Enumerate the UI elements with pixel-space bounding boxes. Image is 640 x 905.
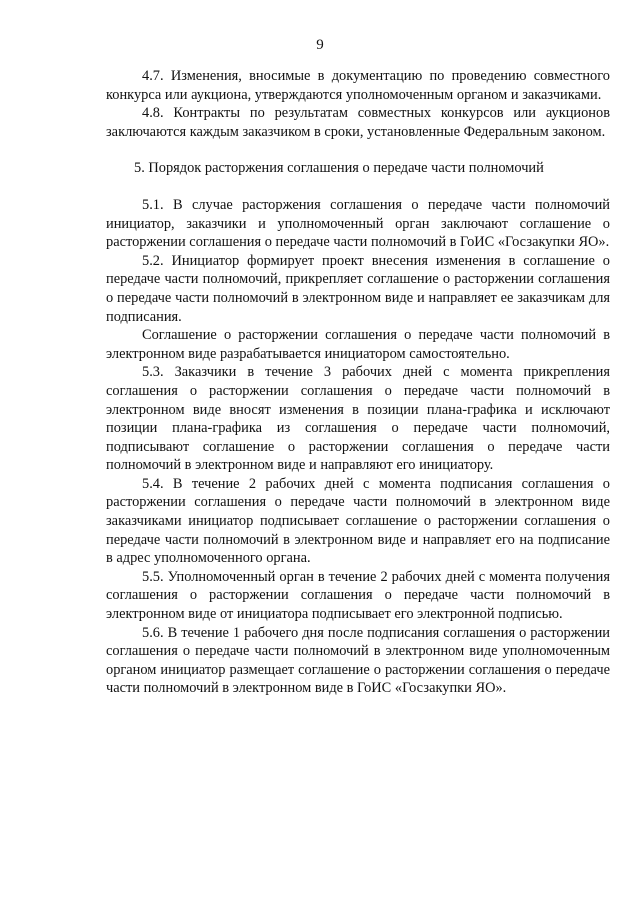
paragraph-5-5: 5.5. Уполномоченный орган в течение 2 рабочих дней с момента получения соглашения о расторжении соглашения о передаче части полномочий в электронном виде от инициатора подписывает его электронной подписью.	[106, 568, 610, 623]
paragraph-5-2-note: Соглашение о расторжении соглашения о передаче части полномочий в электронном виде разрабатывается инициатором самостоятельно.	[106, 327, 610, 362]
paragraph-5-4: 5.4. В течение 2 рабочих дней с момента подписания соглашения о расторжении соглашения о передаче части полномочий в электронном виде заказчиками инициатор подписывает соглашение о расторжении соглашения о передаче части полномочий в электронном виде и направляет его на подписание в адрес уполномоченного органа.	[106, 475, 610, 567]
paragraph-5-3: 5.3. Заказчики в течение 3 рабочих дней с момента прикрепления соглашения о расторжении соглашения о передаче части полномочий в электронном виде вносят изменения в позиции плана-графика и исключают позиции плана-графика из соглашения о передаче части полномочий, подписывают соглашение о расторжении соглашения о передаче части полномочий в электронном виде и направляют его инициатору.	[106, 364, 610, 474]
paragraph-5-6: 5.6. В течение 1 рабочего дня после подписания соглашения о расторжении соглашения о передаче части полномочий в электронном виде уполномоченным органом инициатор размещает соглашение о расторжении соглашения о передаче части полномочий в электронном виде в ГоИС «Госзакупки ЯО».	[106, 624, 610, 697]
paragraph-4-8: 4.8. Контракты по результатам совместных конкурсов или аукционов заключаются каждым заказчиком в сроки, установленные Федеральным законом.	[106, 105, 610, 140]
paragraph-4-7: 4.7. Изменения, вносимые в документацию по проведению совместного конкурса или аукциона, утверждаются уполномоченным органом и заказчиками.	[106, 68, 610, 103]
paragraph-5-2: 5.2. Инициатор формирует проект внесения изменения в соглашение о передаче части полномочий, прикрепляет соглашение о расторжении соглашения о передаче части полномочий в электронном виде и направляет ее заказчикам для подписания.	[106, 252, 610, 325]
document-body	[106, 67, 610, 698]
paragraph-5-1: 5.1. В случае расторжения соглашения о передаче части полномочий инициатор, заказчики и уполномоченный орган заключают соглашение о расторжении соглашения о передаче части полномочий в ГоИС «Госзакупки ЯО».	[106, 196, 610, 251]
page-number: 9	[316, 37, 324, 53]
section-heading: 5. Порядок расторжения соглашения о передаче части полномочий	[134, 160, 544, 177]
